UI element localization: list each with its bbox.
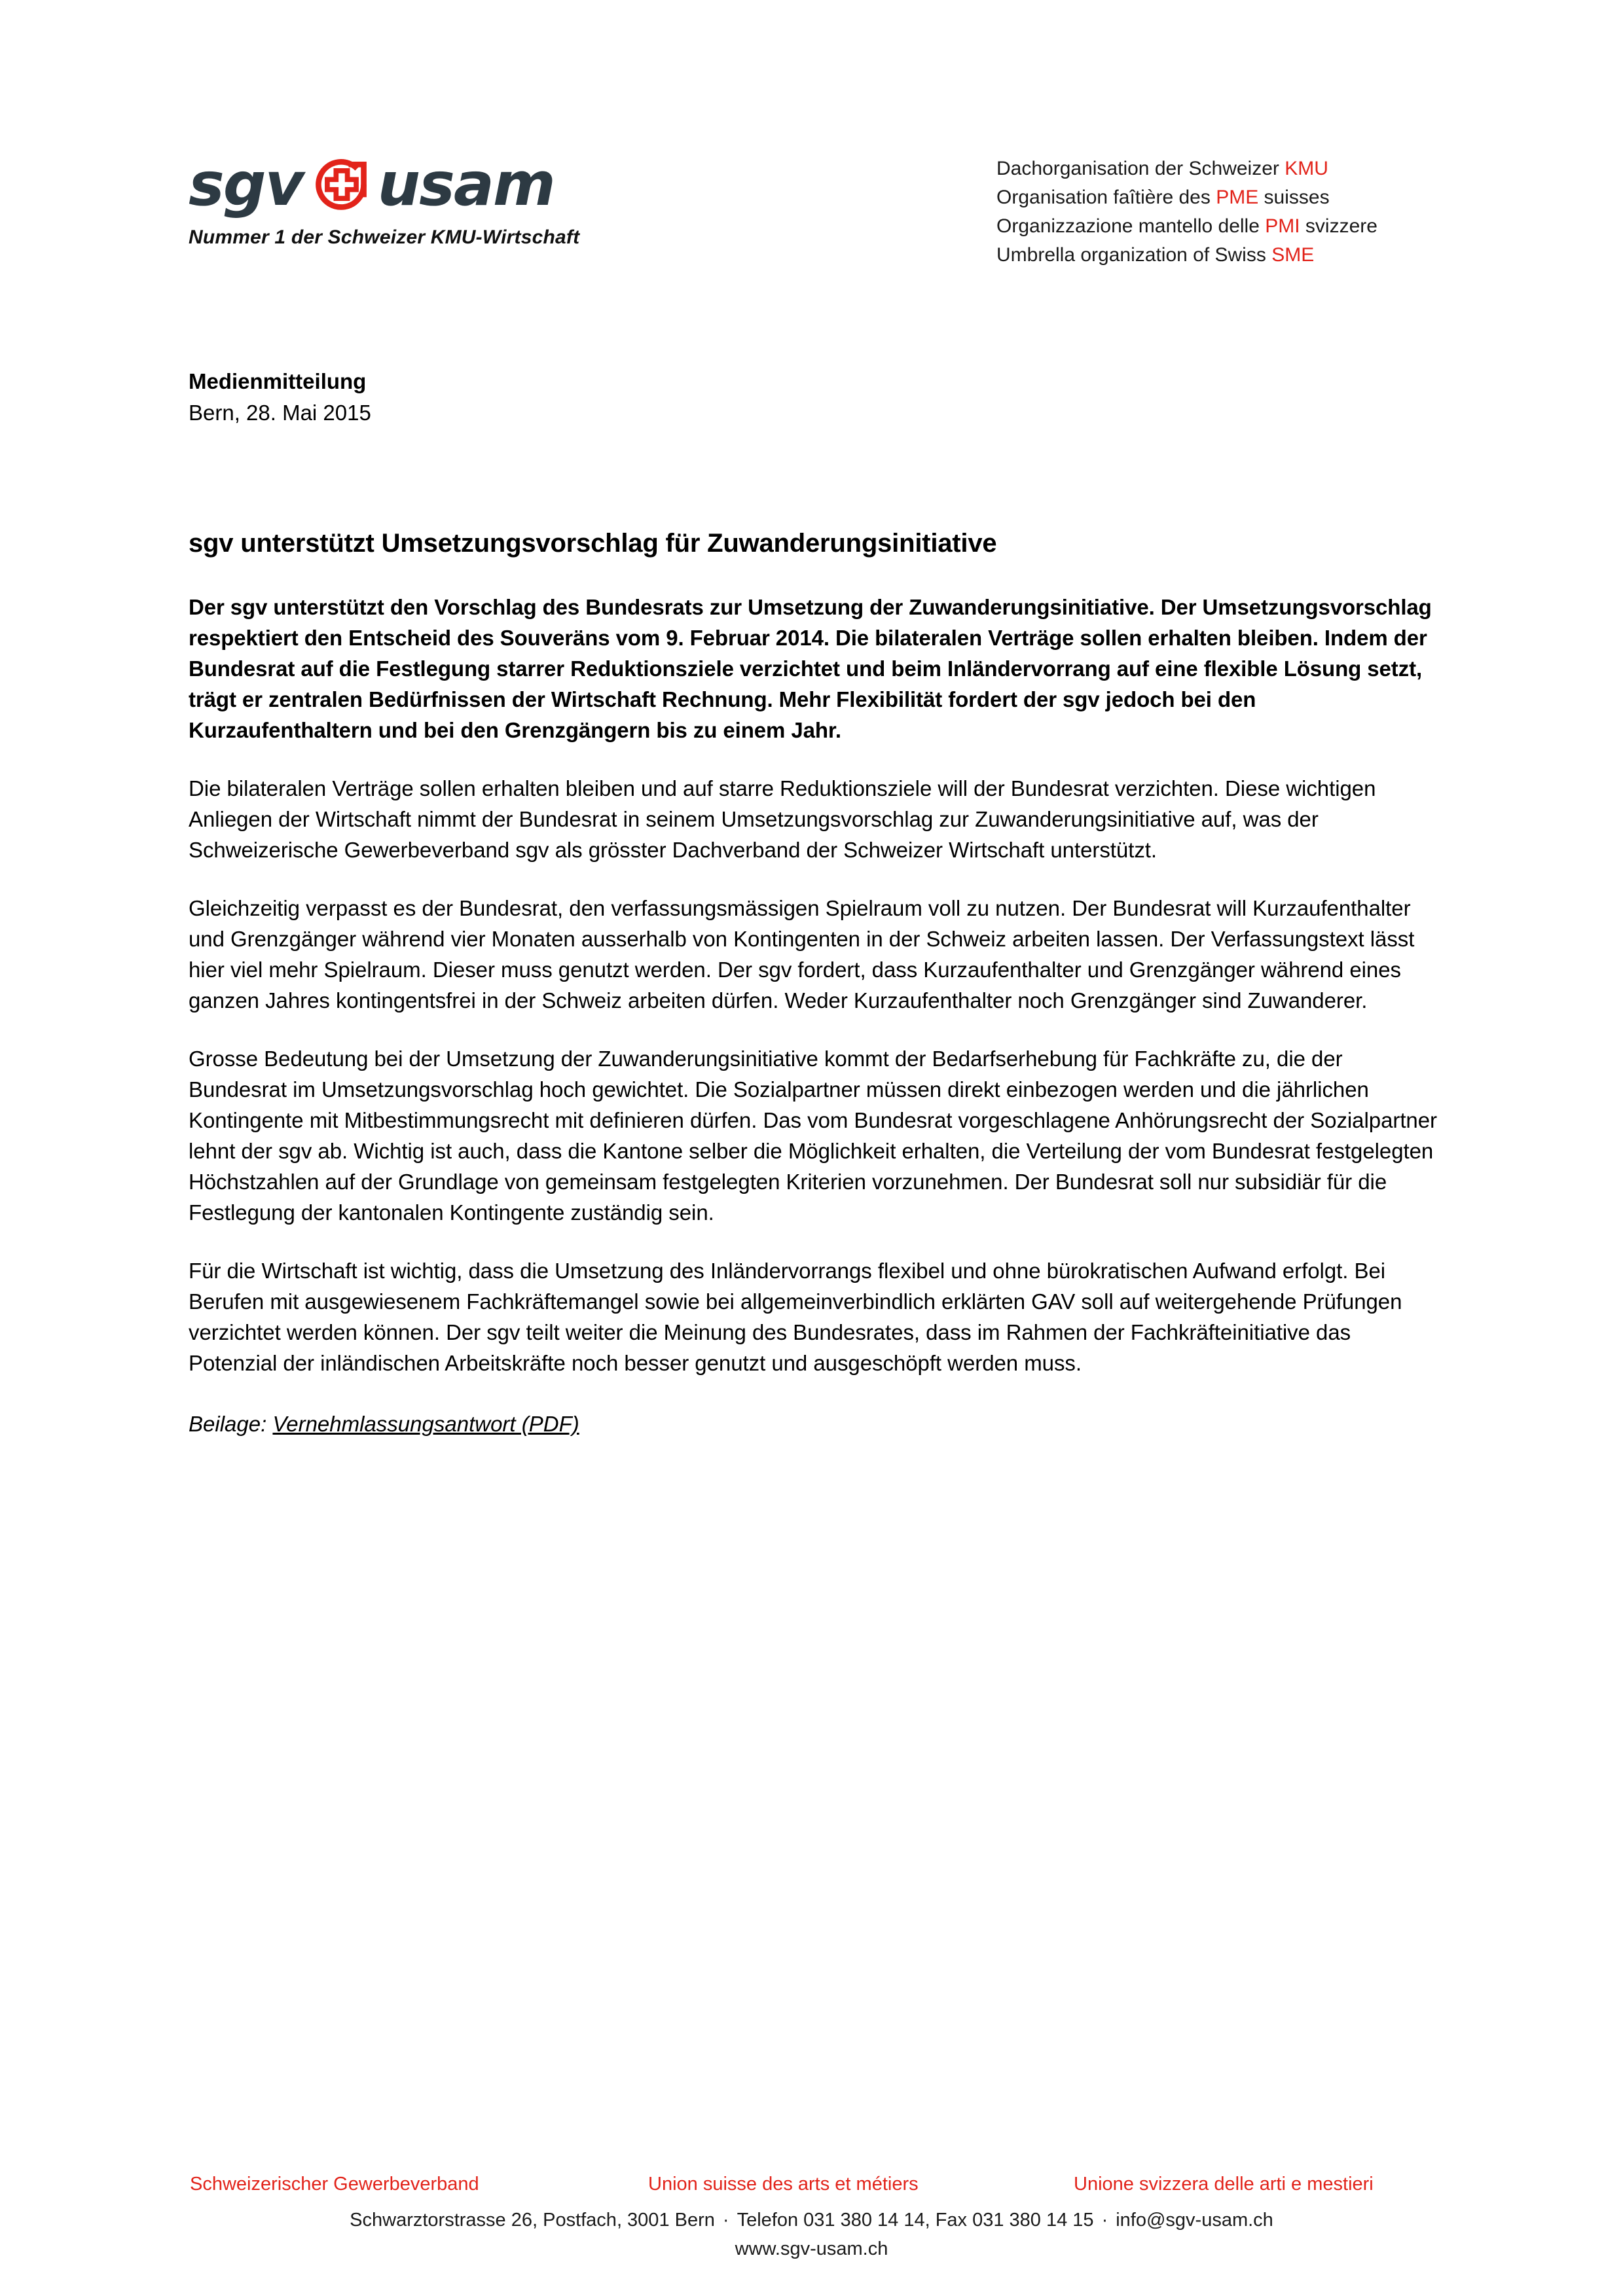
swiss-cross-circle-icon (310, 153, 373, 216)
subtitle-de-accent: KMU (1285, 158, 1328, 179)
subtitle-it-suffix: svizzere (1300, 215, 1377, 237)
lead-paragraph: Der sgv unterstützt den Vorschlag des Bundesrats zur Umsetzung der Zuwanderungsinitiative. Der Umsetzungsvorschlag respektiert den Entscheid des Souveräns vom 9. Februar 2014. Die bilateralen Verträge sollen erhalten bleiben. Indem der Bundesrat auf die Festlegung starrer Reduktionsziele verzichtet und beim Inländervorrang auf eine flexible Lösung setzt, trägt er zentralen Bedürfnissen der Wirtschaft Rechnung. Mehr Flexibilität fordert der sgv jedoch bei den Kurzaufenthaltern und bei den Grenzgängern bis zu einem Jahr. (189, 595, 1432, 742)
subtitle-line-fr (996, 183, 1377, 212)
letterhead-header (0, 0, 1623, 308)
footer-phone-fax: Telefon 031 380 14 14, Fax 031 380 14 15 (737, 2210, 1094, 2231)
document-body (189, 367, 1443, 1461)
footer-org-de: Schweizerischer Gewerbeverband (190, 2174, 479, 2195)
subtitle-it-accent: PMI (1265, 215, 1300, 237)
subtitle-fr-accent: PME (1216, 187, 1259, 208)
attachment-link[interactable]: Vernehmlassungsantwort (PDF) (272, 1412, 579, 1436)
footer-separator-1: · (722, 2210, 729, 2231)
logo-text-sgv: sgv (189, 149, 303, 219)
footer-contact-line (0, 2206, 1623, 2234)
body-paragraph-2: Gleichzeitig verpasst es der Bundesrat, den verfassungsmässigen Spielraum voll zu nutzen. Der Bundesrat will Kurzaufenthalter und Grenzgänger während vier Monaten ausserhalb von Kontingenten in der Schweiz arbeiten lassen. Der Verfassungstext lässt hier viel mehr Spielraum. Dieser muss genutzt werden. Der sgv fordert, dass Kurzaufenthalter und Grenzgänger während eines ganzen Jahres kontingentsfrei in der Schweiz arbeiten dürfen. Weder Kurzaufenthalter noch Grenzgänger sind Zuwanderer. (189, 896, 1415, 1013)
logo-wordmark (189, 149, 594, 220)
subtitle-line-de (996, 154, 1377, 183)
page-title: sgv unterstützt Umsetzungsvorschlag für Zuwanderungsinitiative (189, 529, 997, 558)
body-paragraph-3: Grosse Bedeutung bei der Umsetzung der Zuwanderungsinitiative kommt der Bedarfserhebung für Fachkräfte zu, die der Bundesrat im Umsetzungsvorschlag hoch gewichtet. Die Sozialpartner müssen direkt einbezogen werden und die jährlichen Kontingente mit Mitbestimmungsrecht mit definieren dürfen. Das vom Bundesrat vorgeschlagene Anhörungsrecht der Sozialpartner lehnt der sgv ab. Wichtig ist auch, dass die Kantone selber die Möglichkeit erhalten, die Verteilung der vom Bundesrat festgelegten Höchstzahlen auf der Grundlage von gemeinsam festgelegten Kriterien vorzunehmen. Der Bundesrat soll nur subsidiär für die Festlegung der kantonalen Kontingente zuständig sein. (189, 1047, 1437, 1225)
multilingual-subtitle-block (996, 154, 1377, 270)
letterhead-footer (0, 2106, 1623, 2296)
subtitle-fr-suffix: suisses (1258, 187, 1330, 208)
subtitle-line-en (996, 241, 1377, 270)
footer-website[interactable]: www.sgv-usam.ch (735, 2238, 888, 2259)
footer-org-fr: Union suisse des arts et métiers (648, 2174, 919, 2195)
footer-contact-block (0, 2206, 1623, 2263)
footer-separator-2: · (1101, 2210, 1108, 2231)
subtitle-line-it (996, 212, 1377, 241)
subtitle-de-prefix: Dachorganisation der Schweizer (996, 158, 1285, 179)
subtitle-en-prefix: Umbrella organization of Swiss (996, 244, 1272, 266)
attachment-label: Beilage: (189, 1412, 267, 1436)
sgv-usam-logo (189, 149, 594, 249)
place-and-date: Bern, 28. Mai 2015 (189, 401, 371, 425)
body-paragraph-1: Die bilateralen Verträge sollen erhalten bleiben und auf starre Reduktionsziele will der Bundesrat verzichten. Diese wichtigen Anliegen der Wirtschaft nimmt der Bundesrat in seinem Umsetzungsvorschlag zur Zuwanderungsinitiative auf, was der Schweizerische Gewerbeverband sgv als grösster Dachverband der Schweizer Wirtschaft unterstützt. (189, 776, 1376, 862)
footer-website-line (0, 2234, 1623, 2263)
subtitle-fr-prefix: Organisation faîtière des (996, 187, 1216, 208)
logo-text-usam: usam (377, 149, 555, 219)
footer-address: Schwarztorstrasse 26, Postfach, 3001 Bern (350, 2210, 715, 2231)
footer-organization-names (190, 2172, 1434, 2197)
body-paragraph-4: Für die Wirtschaft ist wichtig, dass die Umsetzung des Inländervorrangs flexibel und ohne bürokratischen Aufwand erfolgt. Bei Berufen mit ausgewiesenem Fachkräftemangel sowie bei allgemeinverbindlich erklärten GAV soll auf weitergehende Prüfungen verzichtet werden können. Der sgv teilt weiter die Meinung des Bundesrates, dass im Rahmen der Fachkräfteinitiative das Potenzial der inländischen Arbeitskräfte noch besser genutzt und ausgeschöpft werden muss. (189, 1259, 1402, 1375)
subtitle-it-prefix: Organizzazione mantello delle (996, 215, 1266, 237)
footer-org-it: Unione svizzera delle arti e mestieri (1074, 2174, 1374, 2195)
logo-tagline: Nummer 1 der Schweizer KMU-Wirtschaft (189, 226, 580, 248)
subtitle-en-accent: SME (1271, 244, 1315, 266)
footer-email[interactable]: info@sgv-usam.ch (1116, 2210, 1273, 2231)
document-type-label: Medienmitteilung (189, 369, 367, 393)
attachment-line (189, 1408, 1443, 1439)
